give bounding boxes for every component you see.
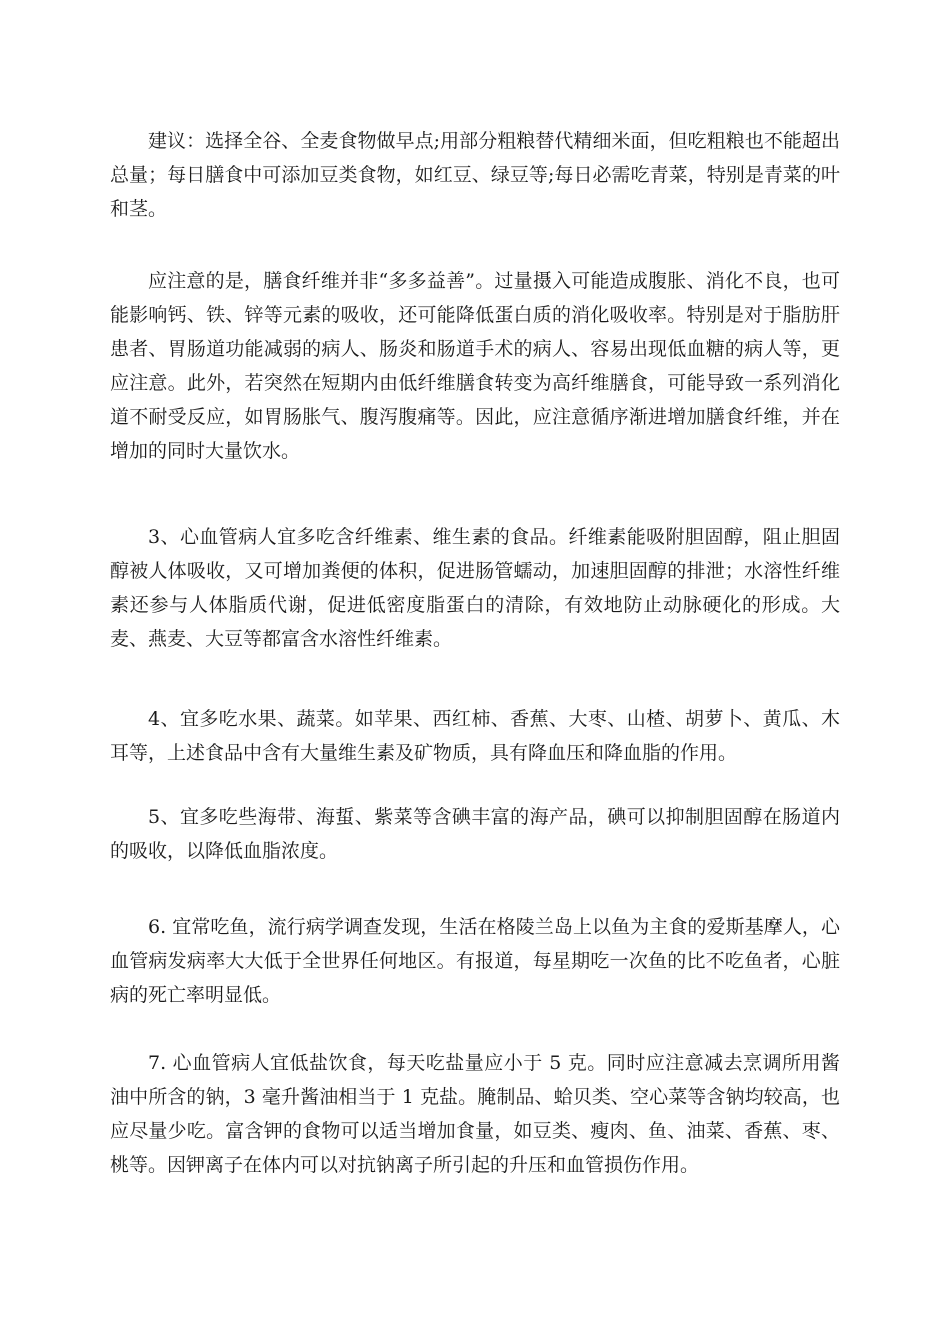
paragraph-item-6: 6. 宜常吃鱼，流行病学调查发现，生活在格陵兰岛上以鱼为主食的爱斯基摩人，心血管病发病率大大低于全世界任何地区。有报道，每星期吃一次鱼的比不吃鱼者，心脏病的死亡率明显低。 [110, 916, 840, 1006]
paragraph-item-7: 7. 心血管病人宜低盐饮食，每天吃盐量应小于 5 克。同时应注意减去烹调所用酱油中所含的钠，3 毫升酱油相当于 1 克盐。腌制品、蛤贝类、空心菜等含钠均较高，也应尽量少吃。富含钾的食物可以适当增加食量，如豆类、瘦肉、鱼、油菜、香蕉、枣、桃等。因钾离子在体内可以对抗钠离子所引起的升压和血管损伤作用。 [110, 1052, 840, 1176]
paragraph-item-3: 3、心血管病人宜多吃含纤维素、维生素的食品。纤维素能吸附胆固醇，阻止胆固醇被人体吸收，又可增加粪便的体积，促进肠管蠕动，加速胆固醇的排泄；水溶性纤维素还参与人体脂质代谢，促进低密度脂蛋白的清除，有效地防止动脉硬化的形成。大麦、燕麦、大豆等都富含水溶性纤维素。 [110, 526, 840, 650]
paragraph-item-5: 5、宜多吃些海带、海蜇、紫菜等含碘丰富的海产品，碘可以抑制胆固醇在肠道内的吸收，以降低血脂浓度。 [110, 806, 840, 862]
paragraph-suggestion: 建议：选择全谷、全麦食物做早点;用部分粗粮替代精细米面，但吃粗粮也不能超出总量；每日膳食中可添加豆类食物，如红豆、绿豆等;每日必需吃青菜，特别是青菜的叶和茎。 [110, 130, 840, 220]
paragraph-fiber-caution: 应注意的是，膳食纤维并非“多多益善”。过量摄入可能造成腹胀、消化不良，也可能影响钙、铁、锌等元素的吸收，还可能降低蛋白质的消化吸收率。特别是对于脂肪肝患者、胃肠道功能减弱的病人、肠炎和肠道手术的病人、容易出现低血糖的病人等，更应注意。此外，若突然在短期内由低纤维膳食转变为高纤维膳食，可能导致一系列消化道不耐受反应，如胃肠胀气、腹泻腹痛等。因此，应注意循序渐进增加膳食纤维，并在增加的同时大量饮水。 [110, 270, 840, 462]
paragraph-item-4: 4、宜多吃水果、蔬菜。如苹果、西红柿、香蕉、大枣、山楂、胡萝卜、黄瓜、木耳等，上述食品中含有大量维生素及矿物质，具有降血压和降血脂的作用。 [110, 708, 840, 764]
